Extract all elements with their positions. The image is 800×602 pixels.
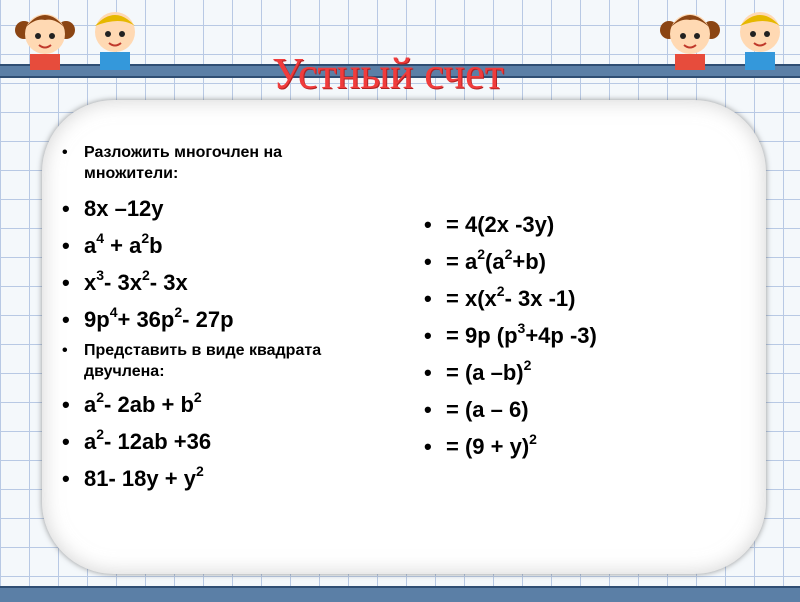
exponent: 2 [477, 245, 485, 262]
task-item: • $a^4 + a^2b$ [58, 227, 354, 264]
answer-item: • = 4(2x -3y) [420, 206, 597, 243]
exponent: 2 [174, 303, 183, 320]
task-item: • $9p^4+ 36p^2-$ 27p [58, 301, 354, 338]
task-item: • 81- $18y + y^2$ [58, 460, 354, 497]
task-heading-square: • Представить в виде квадрата двучлена: [58, 340, 354, 382]
exponent: 3 [517, 319, 526, 336]
exponent: 3 [96, 266, 105, 283]
task-item: • $a^2-$ 12ab +36 [58, 423, 354, 460]
answer-item: • = $x(x^2-$ 3x -1) [420, 280, 597, 317]
task-item: • $x^3-$ $3x^2-$ 3x [58, 264, 354, 301]
exponent: 2 [193, 388, 202, 405]
exponent: 2 [96, 425, 105, 442]
task-heading-factor: • Разложить многочлен на множители: [58, 142, 354, 184]
exponent: 2 [141, 266, 150, 283]
answers-list [420, 206, 597, 465]
answer-item: • = 9p ($p^3+4p$ -3) [420, 317, 597, 354]
exponent: 2 [96, 388, 105, 405]
answer-item: • = (a –b)$^2$ [420, 354, 597, 391]
answer-item: • = (a – 6) [420, 391, 597, 428]
answer-item: • = $a^2(a^2+b)$ [420, 243, 597, 280]
exponent: 2 [523, 356, 532, 373]
exponent: 2 [195, 462, 204, 479]
task-item: • 8x –12y [58, 190, 354, 227]
exponent: 2 [504, 245, 513, 262]
slide-title: Устный счет [272, 49, 504, 98]
exponent: 2 [496, 282, 505, 299]
exponent: 4 [96, 229, 105, 246]
exponent: 2 [529, 430, 537, 447]
exponent: 4 [109, 303, 118, 320]
boy-icon [725, 0, 795, 70]
tasks-list [58, 142, 354, 497]
girl-icon [10, 0, 80, 70]
boy-icon [80, 0, 150, 70]
girl-icon [655, 0, 725, 70]
answer-item: • = $(9 + y)^2$ [420, 428, 597, 465]
exponent: 2 [141, 229, 150, 246]
task-item: • $a^2-$ $2ab + b^2$ [58, 386, 354, 423]
